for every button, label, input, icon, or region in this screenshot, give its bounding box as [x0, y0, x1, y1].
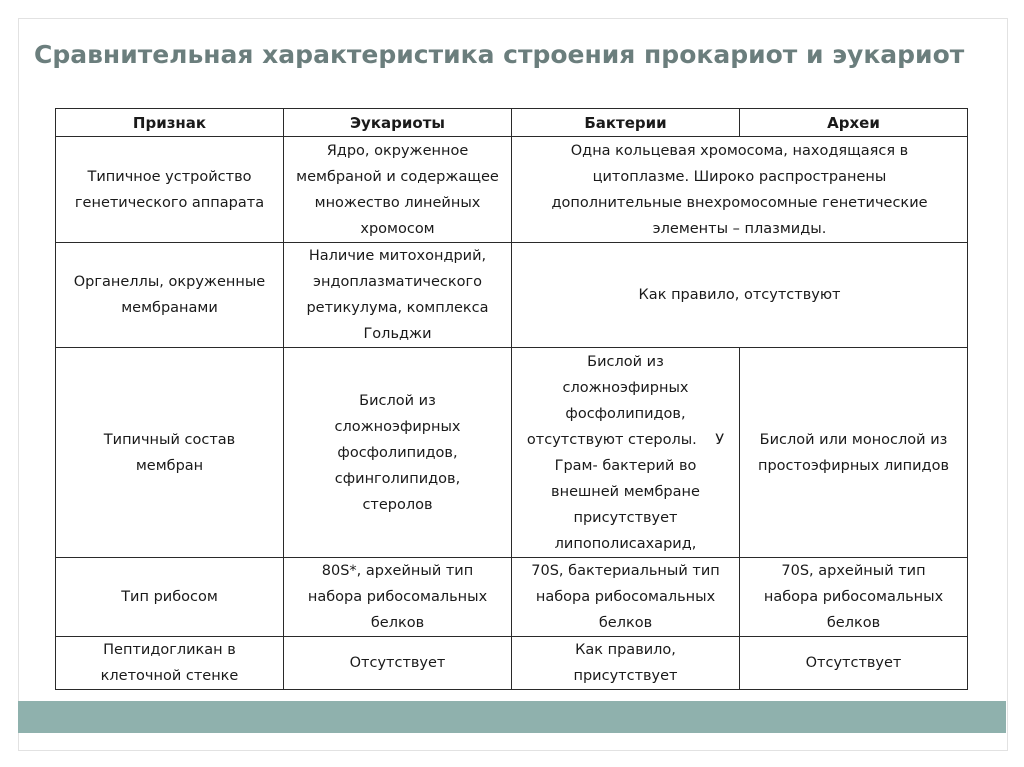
table-row [56, 637, 968, 690]
row-feature-cell: Пептидогликан в клеточной стенке [56, 637, 284, 690]
row-feature-cell: Типичное устройство генетического аппарата [56, 137, 284, 243]
header-bacteria: Бактерии [512, 109, 740, 137]
row-feature-cell: Тип рибосом [56, 558, 284, 637]
bacteria-cell: 70S, бактериальный тип набора рибосомальных белков [512, 558, 740, 637]
bacteria-cell: Бислой из сложноэфирных фосфолипидов, отсутствуют стеролы. У Грам- бактерий во внешней мембране присутствует липополисахарид, [512, 348, 740, 558]
row-feature-cell: Типичный состав мембран [56, 348, 284, 558]
header-archaea: Археи [740, 109, 968, 137]
eukaryotes-cell: Наличие митохондрий, эндоплазматического ретикулума, комплекса Гольджи [284, 243, 512, 348]
header-eukaryotes: Эукариоты [284, 109, 512, 137]
footer-accent-bar [18, 701, 1006, 733]
eukaryotes-cell: Отсутствует [284, 637, 512, 690]
archaea-cell: Бислой или монослой из простоэфирных липидов [740, 348, 968, 558]
slide-title: Сравнительная характеристика строения прокариот и эукариот [34, 40, 965, 69]
archaea-cell: Отсутствует [740, 637, 968, 690]
header-feature: Признак [56, 109, 284, 137]
row-feature-cell: Органеллы, окруженные мембранами [56, 243, 284, 348]
table-row [56, 558, 968, 637]
eukaryotes-cell: Бислой из сложноэфирных фосфолипидов, сфинголипидов, стеролов [284, 348, 512, 558]
table-header-row [56, 109, 968, 137]
bacteria-cell: Как правило, присутствует [512, 637, 740, 690]
eukaryotes-cell: Ядро, окруженное мембраной и содержащее множество линейных хромосом [284, 137, 512, 243]
comparison-table [55, 108, 968, 690]
eukaryotes-cell: 80S*, архейный тип набора рибосомальных белков [284, 558, 512, 637]
table-row [56, 243, 968, 348]
table-row [56, 348, 968, 558]
table-row [56, 137, 968, 243]
archaea-cell: 70S, архейный тип набора рибосомальных белков [740, 558, 968, 637]
prokaryotes-merged-cell: Как правило, отсутствуют [512, 243, 968, 348]
prokaryotes-merged-cell: Одна кольцевая хромосома, находящаяся в цитоплазме. Широко распространены дополнительные внехромосомные генетические элементы – плазмиды. [512, 137, 968, 243]
